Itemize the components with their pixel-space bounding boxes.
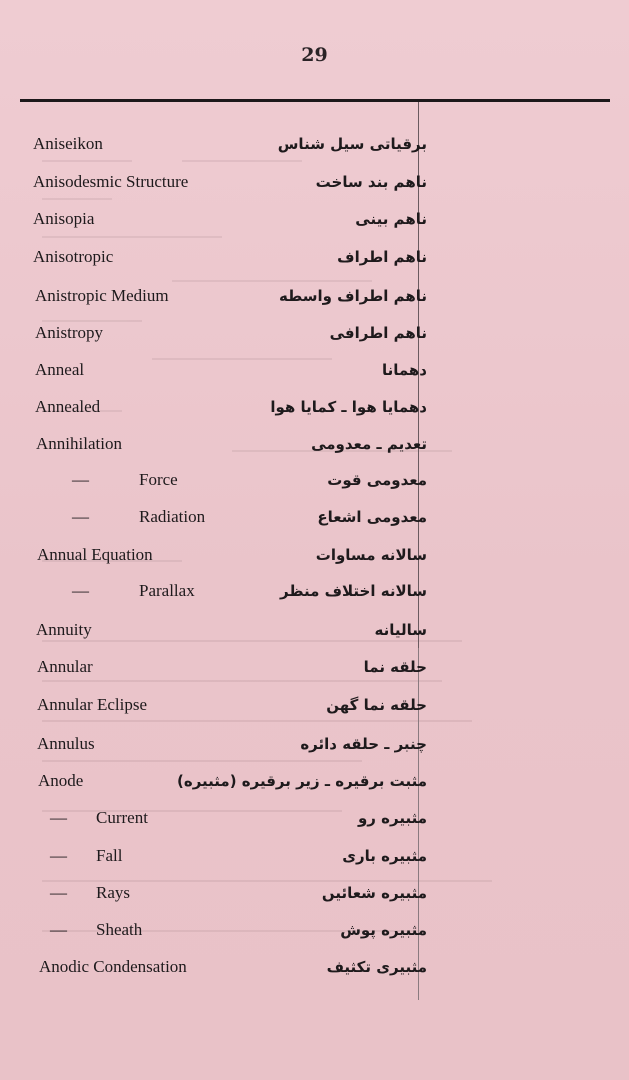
entry [0,838,629,874]
entry-english: Annuity [36,620,92,639]
entry-urdu: تعدیم ـ معدومی [311,435,427,453]
entry-dash: — [72,470,89,489]
entry [0,912,629,948]
entry-english: Radiation [139,507,206,526]
entry-urdu: دهمایا هوا ـ کمایا هوا [270,398,427,416]
entry [0,126,629,162]
entry [0,499,629,535]
entry [0,352,629,388]
entry-urdu: ناهم اطرافی [329,324,427,342]
header-rule [20,99,610,102]
entry-english: Current [96,808,148,827]
entry-english: Anistropic Medium [35,286,169,305]
entry-dash: — [50,883,67,902]
entry-urdu: مثبیره شعائیں [321,884,427,902]
entry-urdu: سالانه اختلاف منظر [280,582,427,600]
entry-urdu: ناهم اطراف واسطه [279,287,427,305]
entry-english: Force [139,470,178,489]
entry-english: Rays [96,883,130,902]
entry-english: Anisotropic [33,247,114,266]
entry [0,537,629,573]
page-number: 29 [301,44,328,66]
entry [0,164,629,200]
entry [0,763,629,799]
entry [0,875,629,911]
entry-english: Annular [37,657,93,676]
entry-urdu: ناهم بند ساخت [315,173,427,191]
entry-urdu: معدومی قوت [327,471,427,489]
entry-urdu: حلقه نما گهن [326,696,427,714]
entry [0,426,629,462]
entry-english: Annual Equation [37,545,153,564]
entry [0,278,629,314]
entry [0,201,629,237]
entry-english: Anisopia [33,209,95,228]
entry-english: Annulus [37,734,95,753]
entry-urdu: سالیانه [374,621,427,639]
entry-dash: — [72,581,89,600]
entry-english: Annihilation [36,434,122,453]
entry-english: Sheath [96,920,143,939]
entry-english: Annealed [35,397,101,416]
entry-urdu: ناهم بینی [355,210,427,228]
entry-dash: — [50,846,67,865]
entry-english: Anodic Condensation [39,957,187,976]
entry [0,726,629,762]
entry-urdu: مثبیره پوش [340,921,427,939]
entry-urdu: سالانه مساوات [315,546,427,564]
entry-urdu: چنبر ـ حلقه دائره [300,735,427,753]
entry-english: Anneal [35,360,85,379]
entry [0,612,629,648]
entry-english: Aniseikon [33,134,103,153]
entry-dash: — [50,808,67,827]
entry [0,649,629,685]
entry [0,573,629,609]
entry-urdu: معدومی اشعاع [317,508,427,526]
entry [0,949,629,985]
entry [0,239,629,275]
entry-urdu: مثبیره رو [357,809,427,827]
entry-english: Anode [38,771,84,790]
entry [0,315,629,351]
entry-urdu: حلقه نما [363,658,427,676]
entry-english: Anisodesmic Structure [33,172,189,191]
entry [0,389,629,425]
entry-urdu: مثبت برقیره ـ زیر برقیره (مثبیره) [177,772,427,790]
entry-urdu: دهمانا [381,361,427,379]
entry [0,462,629,498]
entry-english: Fall [96,846,123,865]
entry-dash: — [50,920,67,939]
entry [0,687,629,723]
entry-urdu: ناهم اطراف [337,248,427,266]
entry-urdu: مثبیری تکثیف [326,958,427,976]
entry-urdu: مثبیره باری [342,847,427,865]
entry [0,800,629,836]
entry-english: Anistropy [35,323,103,342]
entry-dash: — [72,507,89,526]
entry-english: Annular Eclipse [37,695,147,714]
entry-urdu: برقیاتی سیل شناس [277,135,427,153]
entry-english: Parallax [139,581,195,600]
